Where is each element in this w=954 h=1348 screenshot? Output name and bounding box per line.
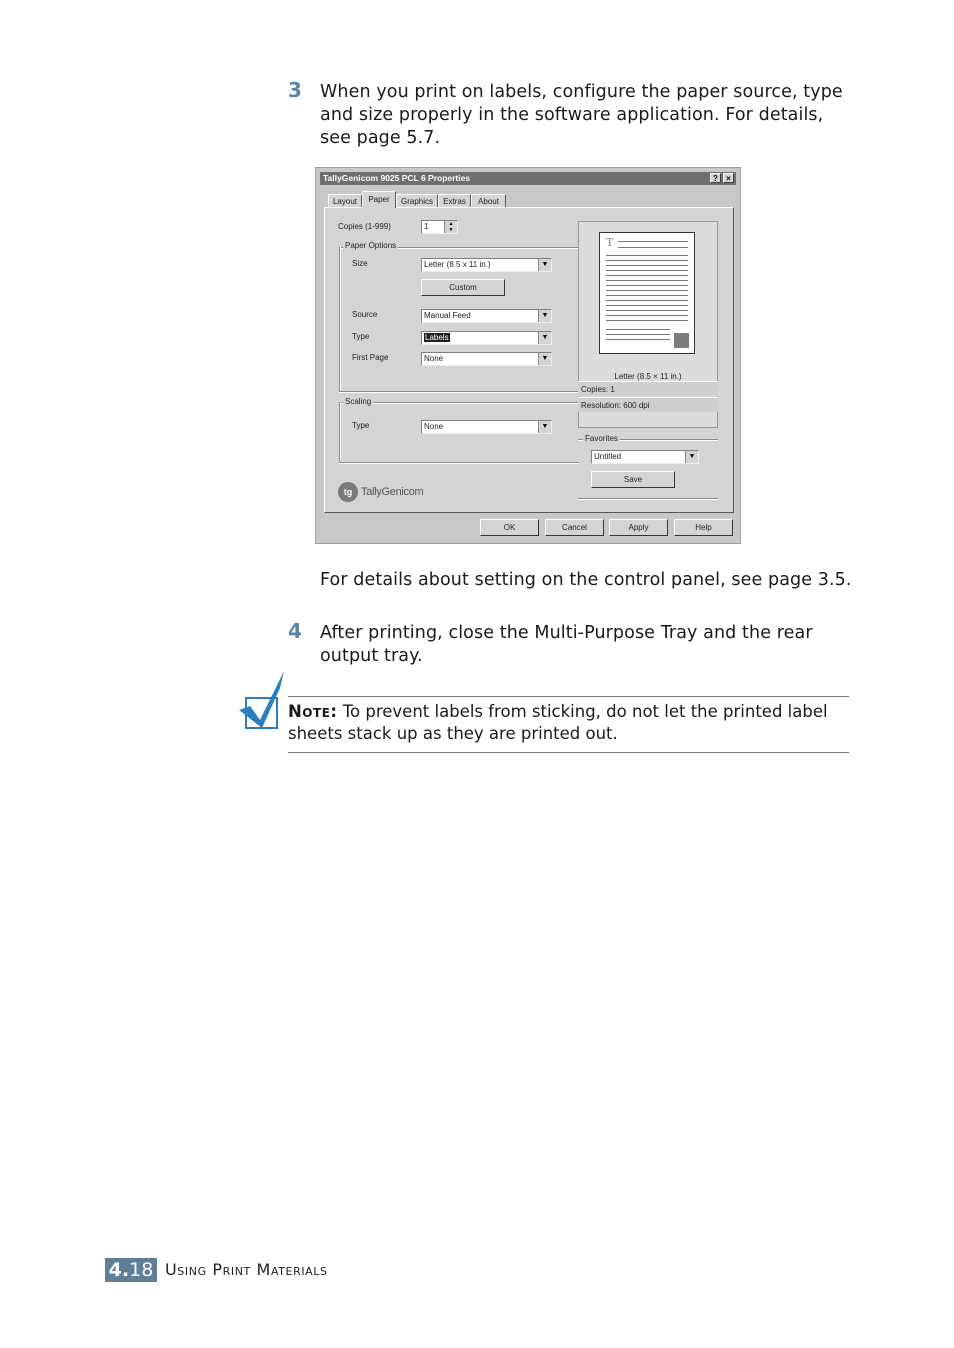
group-border — [339, 247, 341, 391]
page-number: 18 — [129, 1259, 154, 1281]
source-label: Source — [352, 310, 378, 319]
first-page-dropdown[interactable] — [421, 352, 552, 366]
page-number-badge — [105, 1258, 157, 1282]
checkmark-icon — [236, 668, 288, 732]
note-block — [288, 701, 853, 744]
type-label: Type — [352, 332, 370, 341]
tab-layout[interactable]: Layout — [328, 194, 362, 207]
ok-button[interactable]: OK — [480, 519, 539, 536]
step-3-text — [320, 81, 860, 150]
note-top-rule — [288, 696, 849, 697]
copies-spinner[interactable] — [421, 220, 458, 234]
scaling-label: Scaling — [345, 397, 372, 406]
chevron-down-icon[interactable]: ▼ — [685, 451, 698, 463]
tab-paper[interactable]: Paper — [362, 191, 396, 208]
size-dropdown[interactable] — [421, 258, 552, 272]
scaling-type-value: None — [424, 422, 444, 431]
group-border — [339, 402, 579, 404]
chevron-down-icon[interactable]: ▼ — [538, 353, 551, 365]
paper-options-label: Paper Options — [345, 241, 397, 250]
tallygenicom-logo-icon: tg — [338, 482, 358, 502]
note-bottom-rule — [288, 752, 849, 753]
paper-tab-panel — [324, 207, 734, 513]
control-panel-reference: For details about setting on the control panel, see page 3.5. — [320, 570, 852, 590]
first-page-label: First Page — [352, 353, 389, 362]
copies-value: 1 — [424, 222, 429, 231]
copies-label: Copies (1-999) — [338, 222, 391, 231]
chevron-down-icon[interactable]: ▼ — [538, 310, 551, 322]
help-button[interactable]: Help — [674, 519, 733, 536]
tab-extras[interactable]: Extras — [438, 194, 471, 207]
tab-about[interactable]: About — [471, 194, 506, 207]
apply-button[interactable]: Apply — [609, 519, 668, 536]
dialog-titlebar — [320, 172, 736, 185]
chevron-down-icon[interactable]: ▼ — [538, 259, 551, 271]
chevron-down-icon[interactable]: ▼ — [538, 421, 551, 433]
step-number: 3 — [288, 78, 302, 102]
dialog-title: TallyGenicom 9025 PCL 6 Properties — [323, 173, 471, 183]
page-preview-icon — [599, 232, 695, 354]
note-heading: Note: — [288, 702, 338, 721]
group-border — [578, 498, 718, 500]
first-page-value: None — [424, 354, 444, 363]
help-icon[interactable]: ? — [710, 173, 721, 183]
chevron-down-icon[interactable]: ▼ — [538, 332, 551, 344]
text-line: When you print on labels, configure the paper source, type — [320, 82, 843, 102]
group-border — [339, 391, 579, 393]
step-number: 4 — [288, 619, 302, 643]
preview-caption: Letter (8.5 × 11 in.) — [614, 372, 682, 381]
printer-properties-dialog — [315, 167, 741, 544]
source-dropdown[interactable] — [421, 309, 552, 323]
step-4-text — [320, 622, 860, 668]
source-value: Manual Feed — [424, 311, 471, 320]
note-line-1 — [288, 701, 853, 723]
chapter-number: 4. — [108, 1259, 130, 1281]
note-line-2: sheets stack up as they are printed out. — [288, 723, 618, 743]
note-text: To prevent labels from sticking, do not let the printed label — [342, 702, 828, 721]
text-line: see page 5.7. — [320, 128, 441, 148]
save-button[interactable]: Save — [591, 471, 675, 488]
text-line: and size properly in the software application. For details, — [320, 105, 824, 125]
favorites-value: Untitled — [594, 452, 622, 461]
type-value: Labels — [425, 333, 449, 342]
logo-text: TallyGenicom — [361, 486, 424, 498]
cancel-button[interactable]: Cancel — [545, 519, 604, 536]
group-border — [339, 402, 341, 462]
favorites-dropdown[interactable] — [591, 450, 699, 464]
close-icon[interactable]: × — [723, 173, 734, 183]
text-line: After printing, close the Multi-Purpose Tray and the rear — [320, 623, 813, 643]
spinner-arrows-icon[interactable]: ▲ ▼ — [444, 221, 457, 233]
scaling-type-label: Type — [352, 421, 370, 430]
size-label: Size — [352, 259, 368, 268]
copies-info: Copies: 1 — [578, 381, 718, 396]
resolution-info: Resolution: 600 dpi — [578, 397, 718, 412]
text-t-icon: T — [606, 236, 614, 249]
favorites-label: Favorites — [585, 434, 618, 443]
scaling-type-dropdown[interactable] — [421, 420, 552, 434]
type-dropdown[interactable] — [421, 331, 552, 345]
custom-button[interactable]: Custom — [421, 279, 505, 296]
size-value: Letter (8.5 x 11 in.) — [424, 260, 491, 269]
text-line: output tray. — [320, 646, 423, 666]
chapter-title: Using Print Materials — [165, 1260, 328, 1279]
tab-graphics[interactable]: Graphics — [396, 194, 438, 207]
image-placeholder-icon — [674, 333, 689, 348]
group-border — [339, 462, 579, 464]
